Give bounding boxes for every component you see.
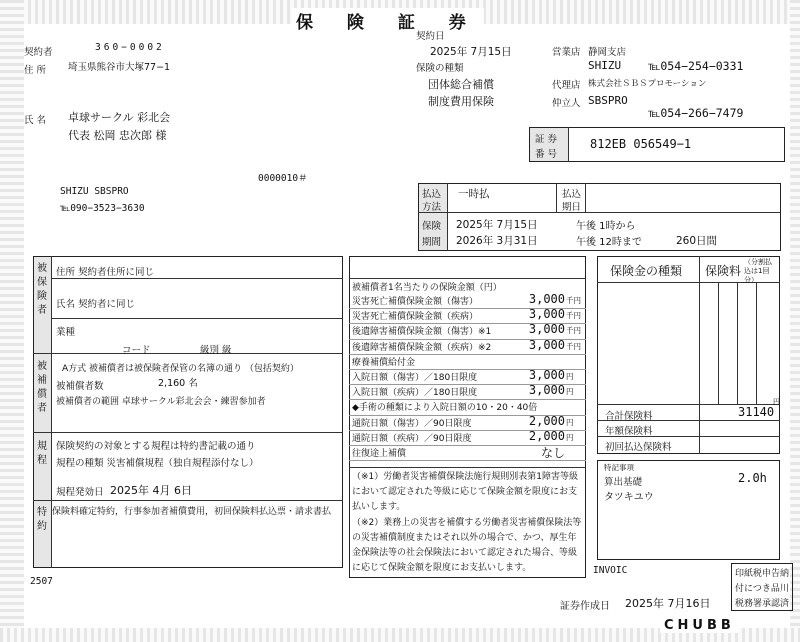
- document-title: 保 険 証 券: [292, 8, 484, 33]
- policy-number-label-2: 番 号: [535, 149, 558, 160]
- divider: [699, 256, 700, 454]
- special-clauses: 保険料確定特約，行事参加者補償費用，初回保険料払込票・請求書払: [52, 507, 332, 517]
- divider: [585, 183, 586, 212]
- coverage-row-label: 入院日額（疾病）／180日限度: [352, 388, 478, 399]
- coverage-row-label: 後遺障害補償保険金額（疾病）※2: [352, 342, 492, 353]
- agency-value: 株式会社ＳＢＳプロモーション: [588, 79, 707, 89]
- divider: [418, 212, 781, 213]
- total-premium-unit: 円: [773, 398, 780, 406]
- class-label: 級別 級: [200, 345, 232, 356]
- invoice-label: INVOIC: [593, 565, 628, 576]
- covered-side-label: 被補償者: [37, 361, 47, 414]
- insured-name: 氏名 契約者に同じ: [56, 299, 136, 310]
- period-start-time: 午後 1時から: [576, 221, 636, 232]
- coverage-row-value: 3,000: [528, 307, 565, 322]
- coverage-row-value: なし: [540, 446, 565, 460]
- coverage-row-label: 通院日額（傷害）／90日限度: [352, 418, 472, 429]
- divider: [568, 127, 569, 162]
- divider: [33, 500, 343, 501]
- payment-method: 一時払: [458, 188, 490, 200]
- branch-label: 営業店: [552, 47, 581, 58]
- coverage-row-label: ◆手術の種類により入院日額の10・20・40倍: [352, 403, 538, 414]
- address-value: 埼玉県熊谷市大塚77−1: [68, 62, 171, 73]
- first-premium-label: 初回払込保険料: [605, 442, 672, 453]
- period-end: 2026年 3月31日: [456, 235, 538, 247]
- policy-number: 812EB 056549−1: [590, 137, 692, 151]
- rule-2: 規程の種類 災害補償規程（独自規程添付なし）: [56, 458, 259, 469]
- special-side-label: 特約: [37, 507, 47, 532]
- decorative-border-right: [790, 0, 800, 642]
- divider: [447, 183, 448, 251]
- insurance-type-header: 保険金の種類: [610, 264, 683, 278]
- premium-header: 保険料: [705, 264, 742, 278]
- coverage-row-unit: 円: [566, 387, 574, 397]
- covered-count: 2,160 名: [158, 378, 198, 389]
- divider: [718, 282, 719, 404]
- coverage-row-label: 災害死亡補償保険金額（疾病）: [352, 312, 479, 323]
- divider: [51, 318, 343, 319]
- postal-label: 契約者: [24, 47, 53, 58]
- coverage-row-value: 3,000: [528, 383, 565, 398]
- intermediary-label: 仲立人: [552, 98, 581, 109]
- rule-side-label: 規程: [37, 441, 47, 466]
- coverage-row-label: 往復途上補償: [352, 449, 407, 459]
- calc-basis-label: 算出基礎: [604, 477, 643, 488]
- covered-method: A方式 被補償者は被保険者保管の名簿の通り （包括契約）: [62, 364, 299, 374]
- coverage-row-value: 2,000: [528, 428, 565, 443]
- period-days: 260日間: [676, 235, 718, 247]
- kana-name: タツキユウ: [604, 492, 654, 503]
- document-code: 0000010＃: [258, 173, 308, 184]
- stamp-line-2: 付につき品川: [735, 584, 789, 594]
- total-premium: 31140: [738, 405, 775, 419]
- coverage-row-unit: 千円: [566, 326, 581, 336]
- covered-scope: 被補償者の範囲 卓球サークル彩北会会・練習参加者: [56, 397, 266, 407]
- total-premium-label: 合計保険料: [605, 411, 653, 422]
- created-date: 2025年 7月16日: [625, 597, 711, 610]
- contract-date-label: 契約日: [416, 31, 445, 42]
- calc-basis-value: 2.0h: [738, 471, 767, 485]
- coverage-row-value: 3,000: [528, 337, 565, 352]
- coverage-row-label: 通院日額（疾病）／90日限度: [352, 433, 472, 444]
- contract-date: 2025年 7月15日: [430, 46, 512, 58]
- postal-code: 360−0002: [95, 42, 165, 53]
- payment-method-label-2: 方法: [422, 202, 442, 213]
- stamp-line-3: 税務署承認済: [735, 599, 790, 609]
- coverage-row-value: 3,000: [528, 368, 565, 382]
- policy-number-label-1: 証 券: [535, 134, 558, 145]
- divider: [51, 278, 343, 279]
- branch-value: 静岡支店: [588, 47, 627, 58]
- divider: [51, 256, 52, 568]
- due-date-label-1: 払込: [562, 189, 582, 200]
- payment-method-label-1: 払込: [422, 189, 442, 200]
- special-notes-header: 特記事項: [604, 463, 634, 472]
- coverage-row-unit: 千円: [566, 341, 581, 351]
- coverage-row-value: 2,000: [528, 413, 565, 428]
- coverage-row-label: 後遺障害補償保険金額（傷害）※1: [352, 327, 492, 338]
- coverage-row-value: 3,000: [528, 322, 565, 337]
- agent-tel: ℡054−254−0331: [648, 59, 744, 73]
- rule-1: 保険契約の対象とする規程は特約書記載の通り: [56, 441, 256, 452]
- stamp-line-1: 印紙税申告納: [735, 569, 790, 579]
- divider: [349, 460, 586, 461]
- coverage-row-label: 療養補償給付金: [352, 357, 416, 368]
- insurance-type-1: 団体総合補償: [428, 78, 494, 91]
- insured-side-label: 被保険者: [37, 263, 47, 316]
- period-label-2: 期間: [422, 237, 442, 248]
- divider: [33, 353, 343, 354]
- insurance-type-label: 保険の種類: [416, 63, 464, 74]
- intermediary-tel: ℡054−266−7479: [648, 106, 744, 120]
- address-label: 住 所: [24, 65, 47, 76]
- coverage-row-unit: 千円: [566, 311, 581, 321]
- coverage-row-unit: 円: [566, 417, 574, 427]
- premium-sub: （分割払込は1回分）: [744, 258, 772, 284]
- covered-count-label: 被補償者数: [56, 381, 104, 392]
- decorative-border-left: [0, 0, 24, 642]
- period-label-1: 保険: [422, 221, 442, 232]
- divider: [737, 282, 738, 404]
- divider: [349, 278, 586, 279]
- agent-line-tel: ℡090−3523−3630: [60, 203, 145, 214]
- coverage-note-2: （※2）業務上の災害を補償する労働者災害補償保険法等の災害補償制度またはそれ以外の場合で、かつ、厚生年金保険法等の社会保険法において認定された場合、等級に応じて保険金額を限度にお支払いします。: [352, 518, 582, 573]
- divider: [556, 183, 557, 212]
- name-label: 氏 名: [24, 115, 47, 126]
- annual-premium-label: 年額保険料: [605, 426, 653, 437]
- coverage-header: 被補償者1名当たりの保険金額（円）: [352, 283, 502, 293]
- insured-address: 住所 契約者住所に同じ: [56, 267, 155, 278]
- agency-label: 代理店: [552, 80, 581, 91]
- agent-code: SHIZU: [588, 59, 622, 72]
- coverage-note-1: （※1）労働者災害補償保険法施行規則別表第1障害等級において認定された等級に応じて保険金額を限度にお支払いします。: [352, 472, 578, 512]
- job-label: 業種: [56, 327, 76, 338]
- coverage-row-label: 入院日額（傷害）／180日限度: [352, 373, 478, 383]
- name-line-1: 卓球サークル 彩北会: [68, 111, 171, 124]
- divider: [33, 432, 343, 433]
- rule-date: 2025年 4月 6日: [110, 484, 192, 497]
- due-date-label-2: 期日: [562, 202, 582, 213]
- period-start: 2025年 7月15日: [456, 219, 538, 231]
- coverage-row-unit: 円: [566, 432, 574, 442]
- coverage-row-unit: 円: [566, 372, 574, 381]
- footer-code: 2507: [30, 576, 53, 587]
- coverage-row-label: 災害死亡補償保険金額（傷害）: [352, 297, 479, 307]
- created-date-label: 証券作成日: [560, 601, 610, 612]
- brand-logo: CHUBB: [660, 618, 739, 633]
- coverage-row-unit: 千円: [566, 296, 581, 305]
- coverage-row-value: 3,000: [528, 292, 565, 306]
- divider: [756, 282, 757, 404]
- intermediary-value: SBSPRO: [588, 94, 628, 107]
- name-line-2: 代表 松岡 忠次郎 様: [68, 129, 167, 142]
- divider: [349, 467, 586, 468]
- period-end-time: 午後 12時まで: [576, 237, 642, 248]
- code-label: コード: [122, 345, 151, 356]
- rule-date-label: 規程発効日: [56, 487, 104, 498]
- agent-line: SHIZU SBSPRO: [60, 186, 129, 197]
- insurance-type-2: 制度費用保険: [428, 95, 494, 108]
